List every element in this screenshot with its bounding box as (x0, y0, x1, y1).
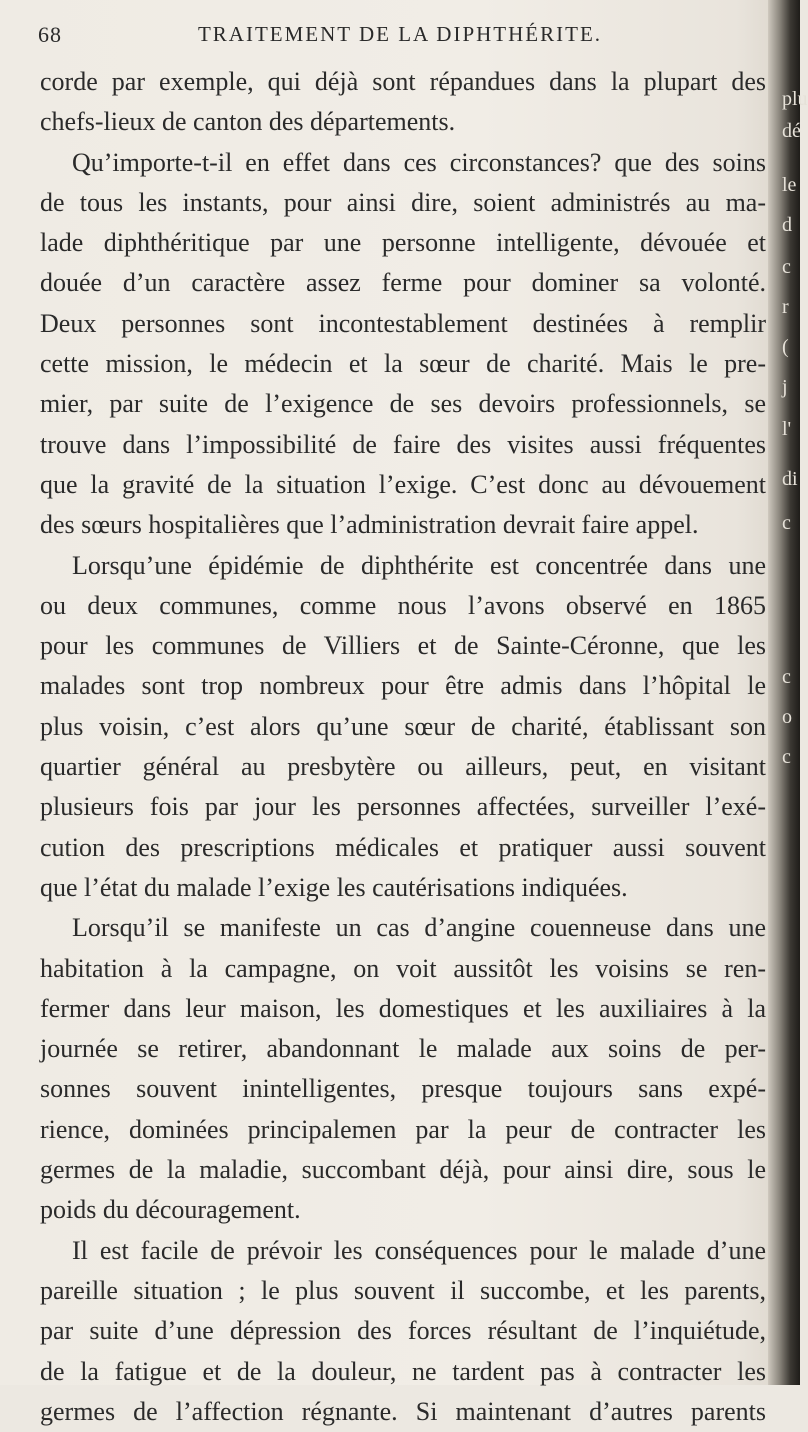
text-line: lade diphthéritique par une personne intelligente, dévouée et (40, 228, 766, 258)
facing-page-fragment: plu (782, 88, 808, 110)
book-gutter (768, 0, 808, 1385)
text-line: habitation à la campagne, on voit aussitôt les voisins se ren- (40, 953, 766, 983)
text-line: de tous les instants, pour ainsi dire, soient administrés au ma- (40, 187, 766, 217)
facing-page-fragment: dé (782, 120, 801, 142)
text-line: germes de l’affection régnante. Si maintenant d’autres parents (40, 1396, 766, 1426)
text-line: ou deux communes, comme nous l’avons observé en 1865 (40, 590, 766, 620)
text-line: rience, dominées principalemen par la peur de contracter les (40, 1114, 766, 1144)
page-number: 68 (38, 22, 62, 47)
facing-page-fragments (768, 0, 808, 1385)
facing-page-fragment: d (782, 214, 792, 236)
text-line: trouve dans l’impossibilité de faire des visites aussi fréquentes (40, 429, 766, 459)
text-line: pareille situation ; le plus souvent il succombe, et les parents, (40, 1275, 766, 1305)
text-line: Qu’importe-t-il en effet dans ces circonstances? que des soins (72, 147, 766, 177)
text-line: douée d’un caractère assez ferme pour dominer sa volonté. (40, 268, 766, 298)
text-line: malades sont trop nombreux pour être admis dans l’hôpital le (40, 671, 766, 701)
text-line: quartier général au presbytère ou ailleurs, peut, en visitant (40, 752, 766, 782)
running-head: TRAITEMENT DE LA DIPHTHÉRITE. (197, 22, 603, 46)
text-line: Lorsqu’une épidémie de diphthérite est concentrée dans une (72, 550, 766, 580)
text-line: plusieurs fois par jour les personnes affectées, surveiller l’exé- (40, 792, 766, 822)
facing-page-fragment: c (782, 746, 791, 768)
text-line: cution des prescriptions médicales et pratiquer aussi souvent (40, 832, 766, 862)
text-line: que l’état du malade l’exige les cautérisations indiquées. (40, 872, 628, 902)
text-line: pour les communes de Villiers et de Sainte-Céronne, que les (40, 631, 766, 661)
text-line: sonnes souvent inintelligentes, presque toujours sans expé- (40, 1074, 766, 1104)
text-line: fermer dans leur maison, les domestiques et les auxiliaires à la (40, 993, 766, 1023)
facing-page-fragment: c (782, 666, 791, 688)
text-line: des sœurs hospitalières que l’administration devrait faire appel. (40, 510, 699, 540)
facing-page-fragment: l' (782, 418, 792, 440)
text-line: cette mission, le médecin et la sœur de charité. Mais le pre- (40, 349, 766, 379)
text-line: poids du découragement. (40, 1195, 301, 1225)
text-line: par suite d’une dépression des forces résultant de l’inquiétude, (40, 1316, 766, 1346)
text-line: mier, par suite de l’exigence de ses devoirs professionnels, se (40, 389, 766, 419)
facing-page-fragment: o (782, 706, 792, 728)
text-line: de la fatigue et de la douleur, ne tardent pas à contracter les (40, 1356, 766, 1386)
text-line: corde par exemple, qui déjà sont répandues dans la plupart des (40, 67, 766, 96)
facing-page-fragment: le (782, 174, 797, 196)
facing-page-fragment: j (782, 376, 788, 398)
facing-page-fragment: r (782, 296, 789, 318)
facing-page-fragment: di (782, 468, 798, 490)
text-line: Deux personnes sont incontestablement destinées à remplir (40, 308, 766, 338)
text-line: chefs-lieux de canton des départements. (40, 107, 456, 137)
text-line: Lorsqu’il se manifeste un cas d’angine couenneuse dans une (72, 913, 766, 943)
facing-page-fragment: c (782, 512, 791, 534)
facing-page-fragment: ( (782, 336, 789, 358)
body-text (40, 62, 766, 1432)
text-line: journée se retirer, abandonnant le malade aux soins de per- (40, 1034, 766, 1064)
text-line: Il est facile de prévoir les conséquences pour le malade d’une (72, 1235, 766, 1265)
facing-page-fragment: c (782, 256, 791, 278)
text-line: plus voisin, c’est alors qu’une sœur de charité, établissant son (40, 711, 766, 741)
text-line: germes de la maladie, succombant déjà, pour ainsi dire, sous le (40, 1155, 766, 1185)
text-line: que la gravité de la situation l’exige. C’est donc au dévouement (40, 469, 766, 499)
